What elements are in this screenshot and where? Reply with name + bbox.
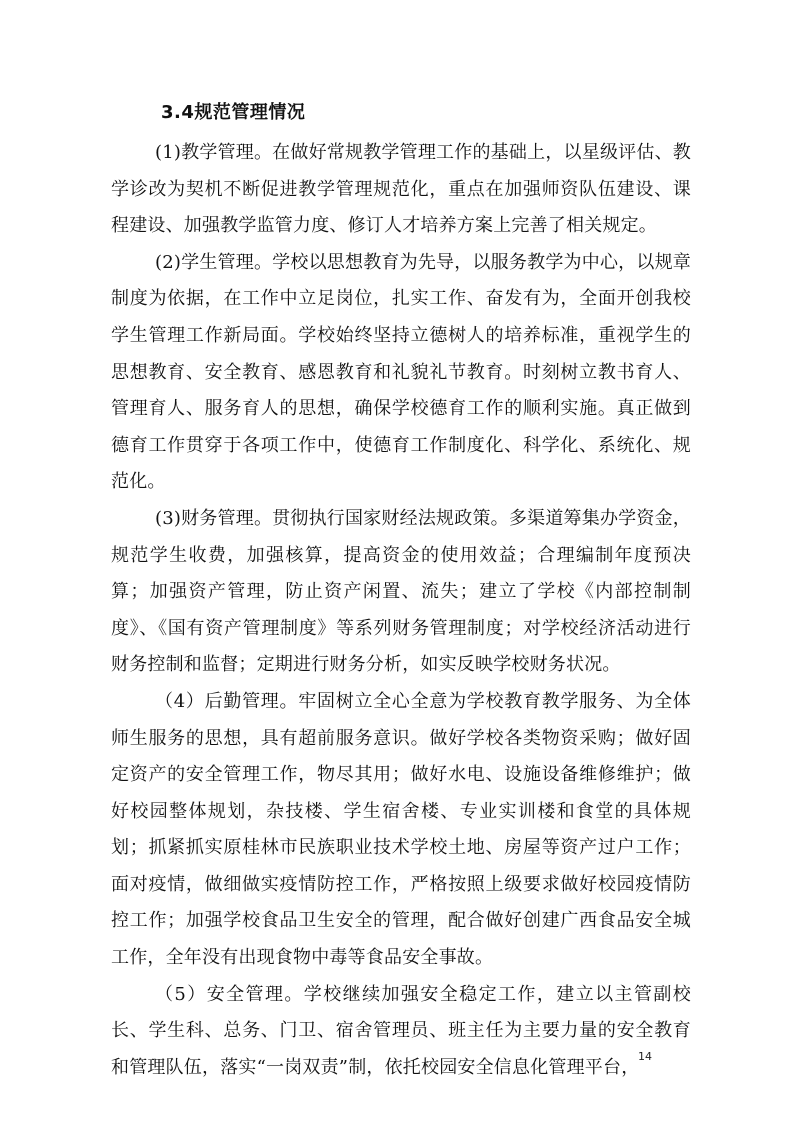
- document-body: [111, 101, 691, 1086]
- paragraph-teaching-management: (1)教学管理。在做好常规教学管理工作的基础上，以星级评估、教学诊改为契机不断促进教学管理规范化，重点在加强师资队伍建设、课程建设、加强教学监管力度、修订人才培养方案上完善了相关规定。: [111, 142, 691, 237]
- paragraph-safety-management: （5）安全管理。学校继续加强安全稳定工作，建立以主管副校长、学生科、总务、门卫、宿舍管理员、班主任为主要力量的安全教育和管理队伍，落实“一岗双责”制，依托校园安全信息化管理平台，: [111, 983, 691, 1078]
- page-number: 14: [638, 1050, 652, 1063]
- paragraph-student-management: (2)学生管理。学校以思想教育为先导，以服务教学为中心，以规章制度为依据，在工作中立足岗位，扎实工作、奋发有为，全面开创我校学生管理工作新局面。学校始终坚持立德树人的培养标准，重视学生的思想教育、安全教育、感恩教育和礼貌礼节教育。时刻树立教书育人、管理育人、服务育人的思想，确保学校德育工作的顺利实施。真正做到德育工作贯穿于各项工作中，使德育工作制度化、科学化、系统化、规范化。: [111, 251, 691, 493]
- paragraph-logistics-management: （4）后勤管理。牢固树立全心全意为学校教育教学服务、为全体师生服务的思想，具有超前服务意识。做好学校各类物资采购；做好固定资产的安全管理工作，物尽其用；做好水电、设施设备维修维护；做好校园整体规划，杂技楼、学生宿舍楼、专业实训楼和食堂的具体规划；抓紧抓实原桂林市民族职业技术学校土地、房屋等资产过户工作；面对疫情，做细做实疫情防控工作，严格按照上级要求做好校园疫情防控工作；加强学校食品卫生安全的管理，配合做好创建广西食品安全城工作，全年没有出现食物中毒等食品安全事故。: [111, 690, 691, 969]
- section-heading: 3.4规范管理情况: [161, 102, 306, 123]
- paragraph-finance-management: (3)财务管理。贯彻执行国家财经法规政策。多渠道筹集办学资金，规范学生收费，加强核算，提高资金的使用效益；合理编制年度预决算；加强资产管理，防止资产闲置、流失；建立了学校《内部控制制度》、《国有资产管理制度》等系列财务管理制度；对学校经济活动进行财务控制和监督；定期进行财务分析，如实反映学校财务状况。: [111, 507, 691, 676]
